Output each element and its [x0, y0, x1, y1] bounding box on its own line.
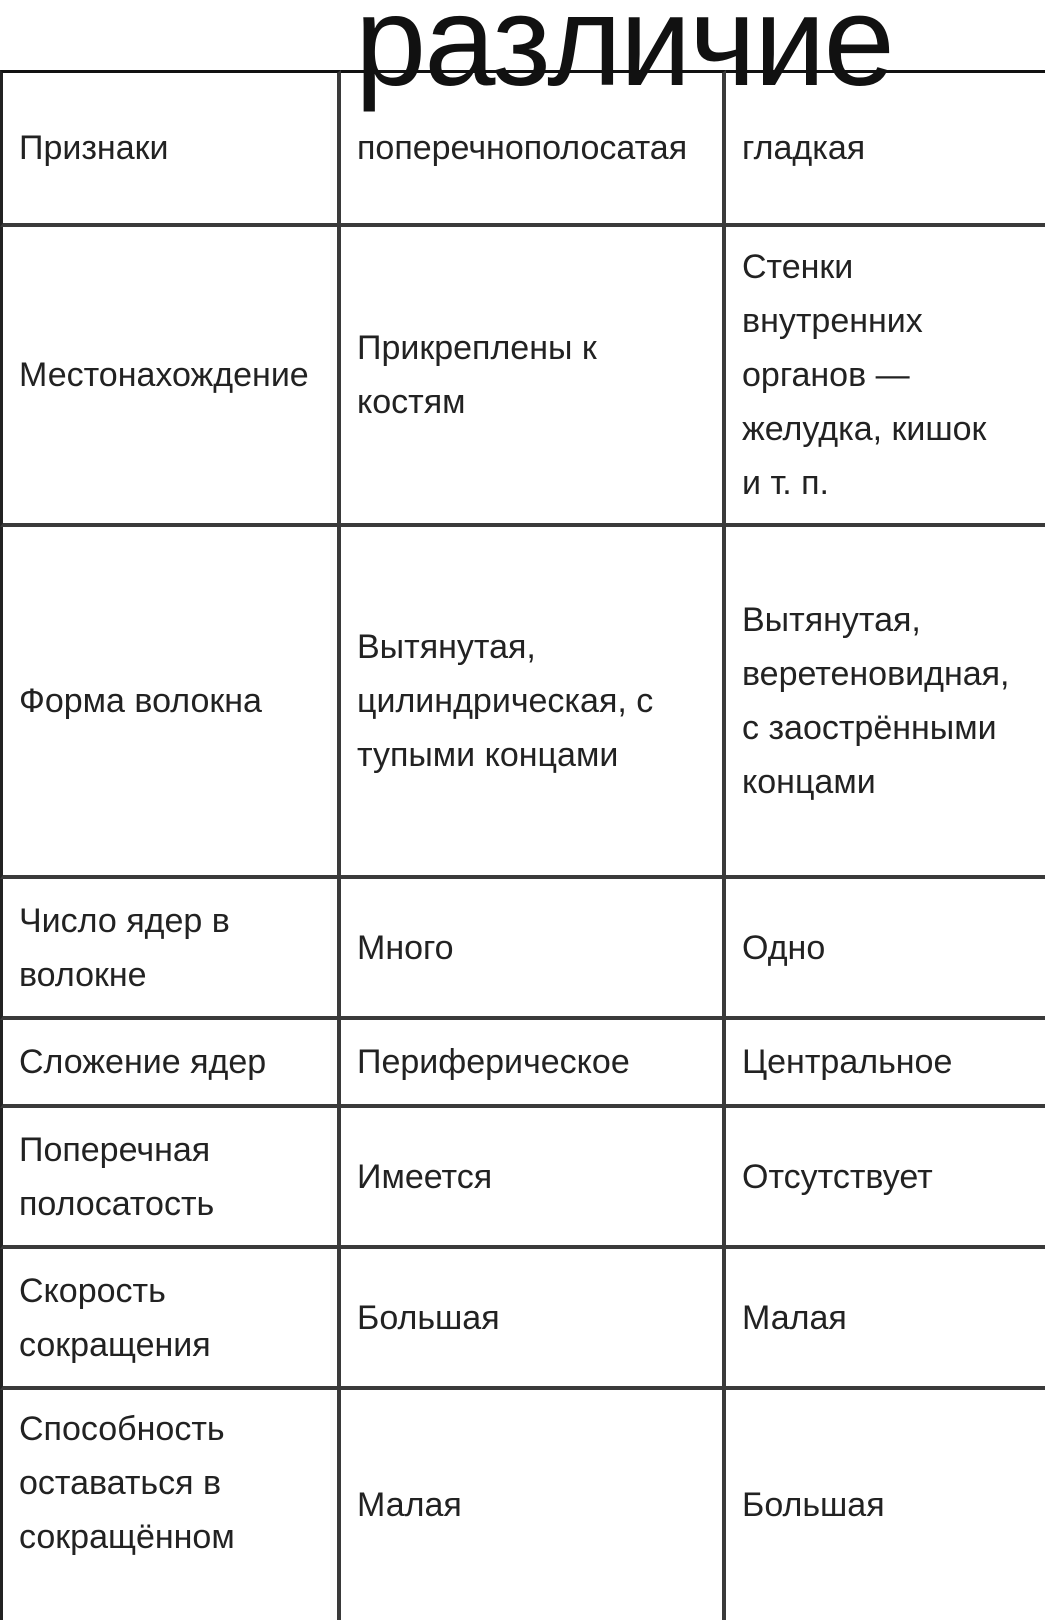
row-feature-cell: Форма волокна	[0, 527, 341, 879]
row-smooth-cell: Стенки внутренних органов — желудка, кишок и т. п.	[726, 227, 1045, 527]
row-feature-cell: Сложение ядер	[0, 1020, 341, 1108]
row-feature-cell: Местонахождение	[0, 227, 341, 527]
header-cell-features: Признаки	[0, 70, 341, 227]
page-title: различие	[355, 0, 893, 113]
table-row	[0, 1108, 1045, 1249]
row-smooth-cell: Вытянутая, веретеновидная, с заострёнными концами	[726, 527, 1045, 879]
row-striated-cell: Вытянутая, цилиндрическая, с тупыми концами	[341, 527, 726, 879]
row-striated-cell: Большая	[341, 1249, 726, 1390]
row-striated-cell: Малая	[341, 1390, 726, 1620]
row-smooth-cell: Центральное	[726, 1020, 1045, 1108]
row-smooth-cell: Большая	[742, 1486, 885, 1524]
table-row	[0, 879, 1045, 1020]
table-row	[0, 1249, 1045, 1390]
header-cell-striated: поперечнополосатая	[341, 70, 726, 227]
row-striated-cell: Периферическое	[341, 1020, 726, 1108]
table-row	[0, 1020, 1045, 1108]
header-cell-smooth: гладкая	[726, 70, 1045, 227]
table-row	[0, 527, 1045, 879]
row-feature-cell: Число ядер в волокне	[0, 879, 341, 1020]
row-feature-cell: Поперечная полосатость	[0, 1108, 341, 1249]
row-smooth-cell: Одно	[726, 879, 1045, 1020]
row-smooth-cell: Малая	[726, 1249, 1045, 1390]
row-striated-cell: Имеется	[341, 1108, 726, 1249]
table-row	[0, 227, 1045, 527]
table-row	[0, 1390, 1045, 1620]
row-feature-cell: Способность оставаться в сокращённом	[0, 1390, 341, 1620]
row-striated-cell: Прикреплены к костям	[341, 227, 726, 527]
row-smooth-cell: Отсутствует	[726, 1108, 1045, 1249]
row-striated-cell: Много	[341, 879, 726, 1020]
row-feature-cell: Скорость сокращения	[0, 1249, 341, 1390]
comparison-table	[0, 70, 1045, 1620]
